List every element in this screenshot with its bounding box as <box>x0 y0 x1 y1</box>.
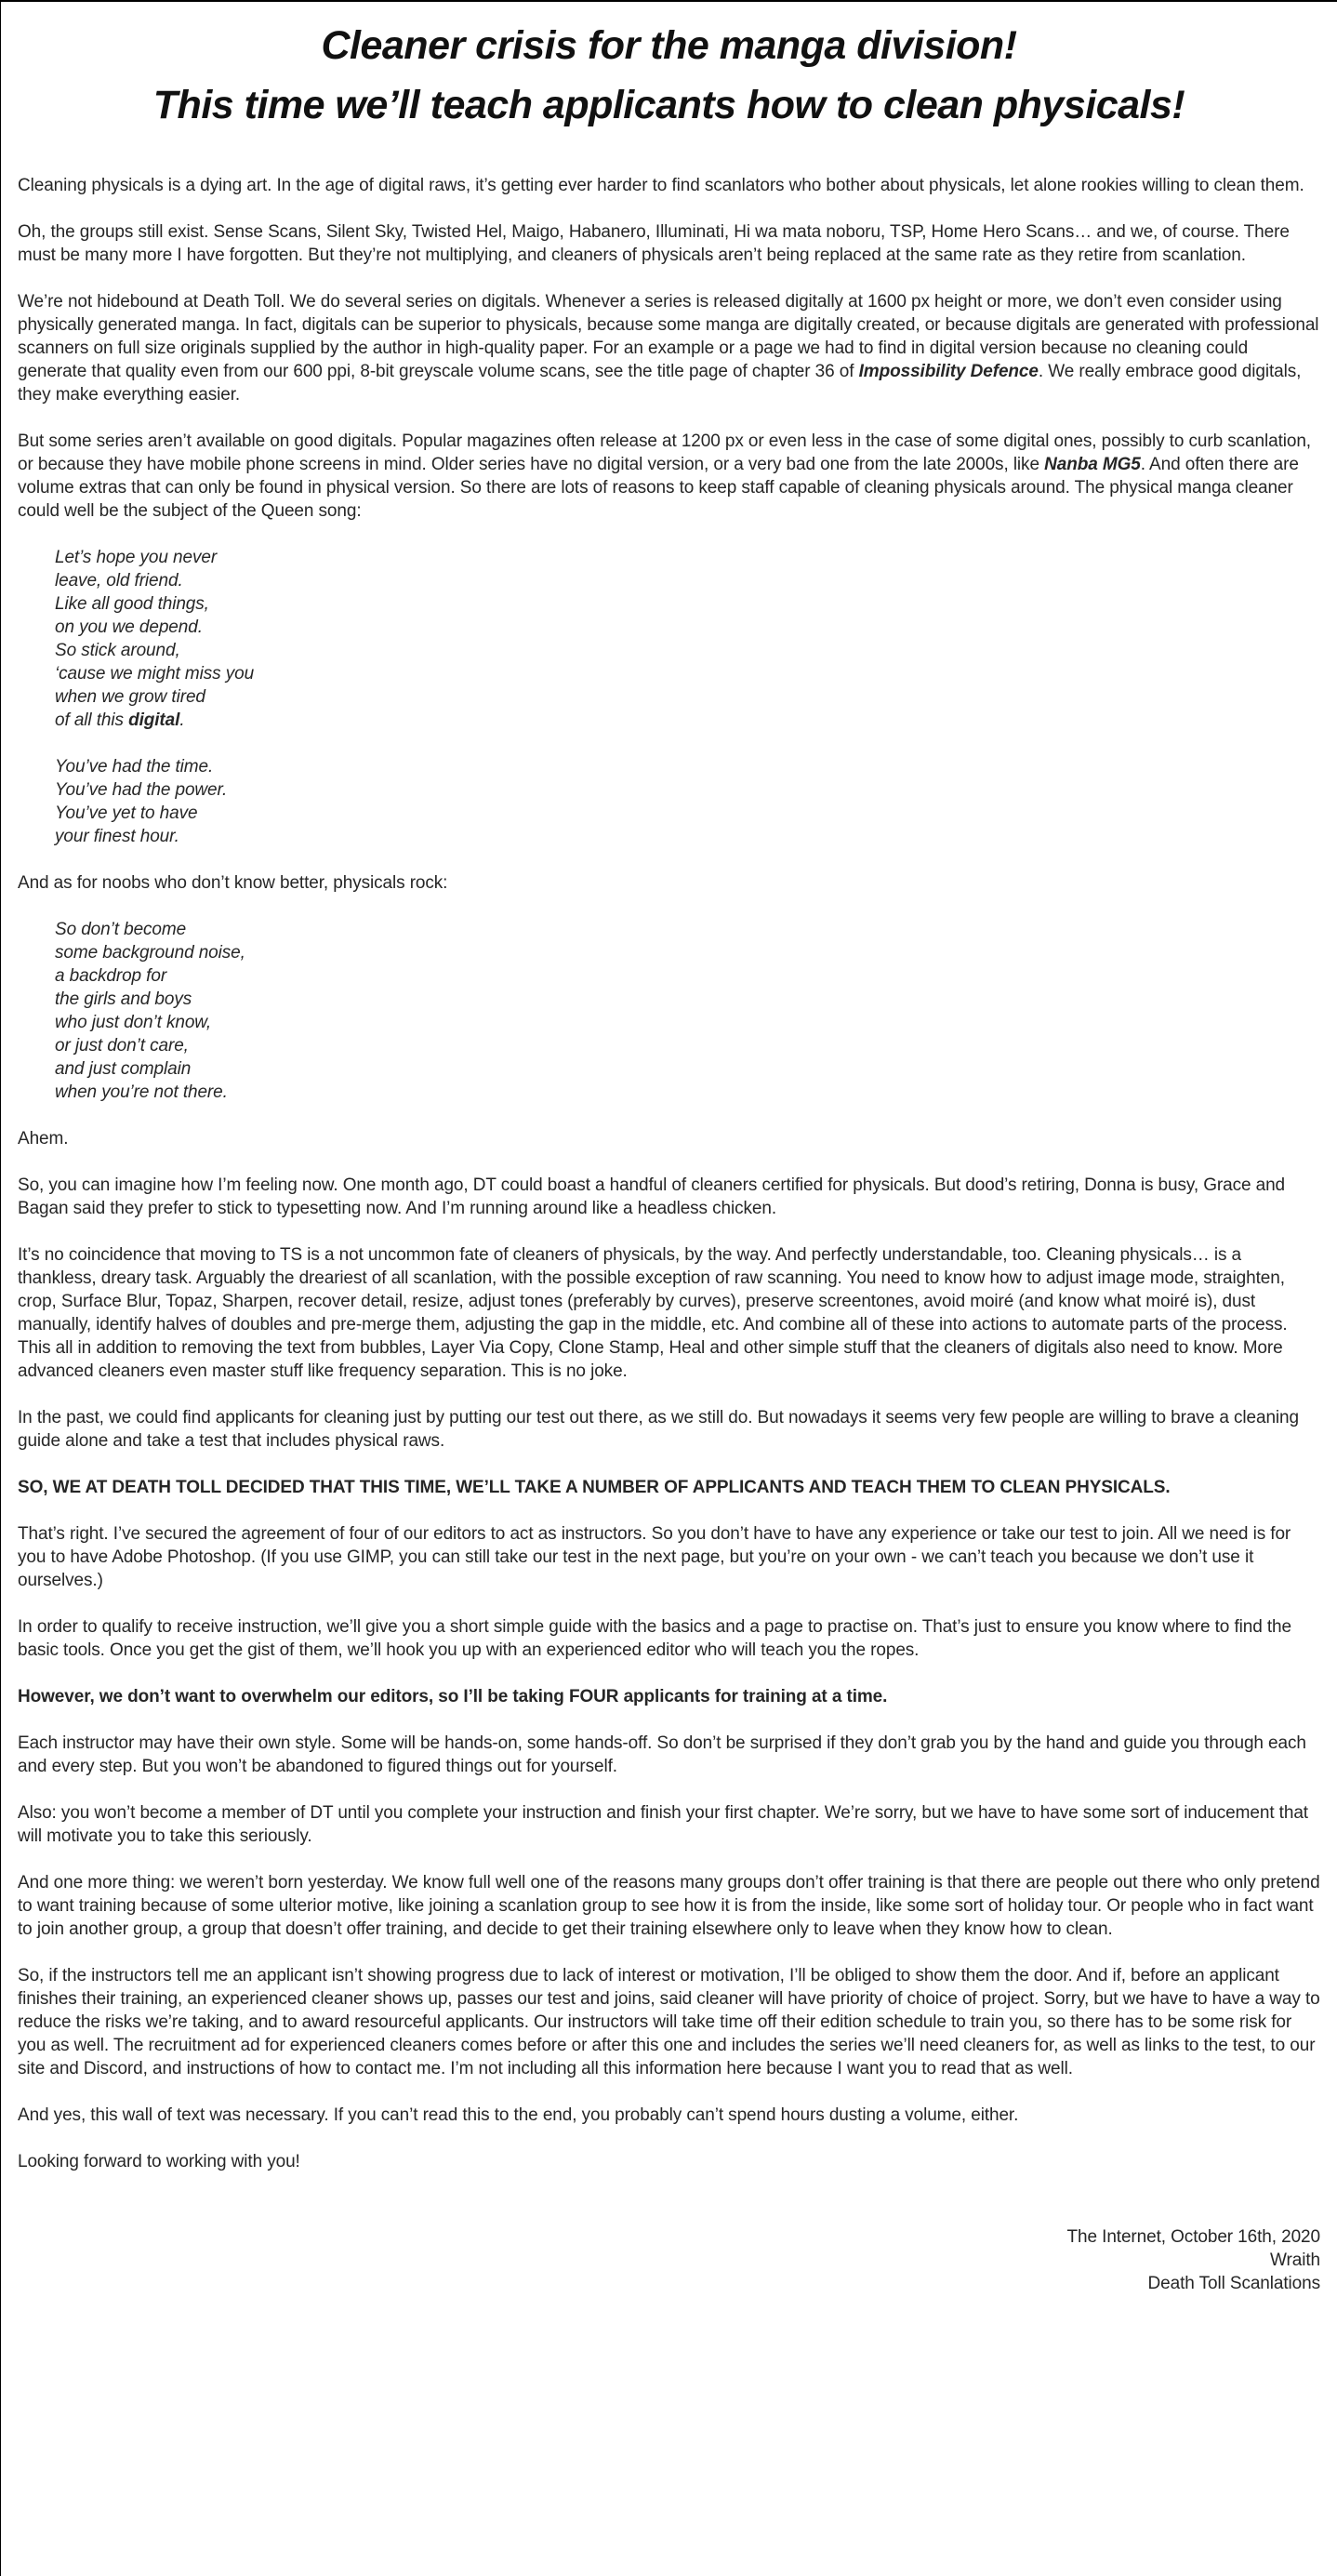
verse-stanza <box>55 918 1320 1104</box>
verse-line <box>55 592 1320 616</box>
paragraph <box>18 430 1320 523</box>
verse-line <box>55 1034 1320 1057</box>
verse-line <box>55 639 1320 662</box>
text-run: So stick around, <box>55 641 180 661</box>
verse-line <box>55 1011 1320 1034</box>
signature-line: Death Toll Scanlations <box>1147 2274 1320 2294</box>
text-run: Each instructor may have their own style. Some will be hands-on, some hands-off. So don’t be surprised if they don’t grab you by the hand and guide you through each and every step. But you won’t be abandoned to figured things out for yourself. <box>18 1733 1306 1777</box>
verse-line <box>55 988 1320 1011</box>
text-run: That’s right. I’ve secured the agreement of four of our editors to act as instructors. So you don’t have to have any experience or take our test to join. All we need is for you to have Adobe Photoshop. (If you use GIMP, you can still take our test in the next page, but you’re on your own - we can’t teach you because we don’t use it ourselves.) <box>18 1524 1291 1591</box>
text-run: However, we don’t want to overwhelm our editors, so I’ll be taking FOUR applicants for training at a time. <box>18 1687 888 1707</box>
verse-line <box>55 778 1320 802</box>
text-run: So, if the instructors tell me an applicant isn’t showing progress due to lack of interest or motivation, I’ll be obliged to show them the door. And if, before an applicant finishes their training, an experienced cleaner shows up, passes our test and joins, said cleaner will have priority of choice of project. Sorry, but we have to have a way to reduce the risks we’re taking, and to award resourceful applicants. Our instructors will take time off their edition schedule to train you, so there has to be some risk for you as well. The recruitment ad for experienced cleaners comes before or after this one and includes the series we’ll need cleaners for, as well as links to the test, to our site and Discord, and instructions of how to contact me. I’m not including all this information here because I want you to read that as well. <box>18 1966 1320 2079</box>
verse-line <box>55 941 1320 964</box>
verse-line <box>55 546 1320 569</box>
text-run: You’ve yet to have <box>55 803 198 824</box>
verse-line <box>55 616 1320 639</box>
paragraph <box>18 1127 1320 1150</box>
verse-line <box>55 825 1320 848</box>
text-run: Oh, the groups still exist. Sense Scans, Silent Sky, Twisted Hel, Maigo, Habanero, Illuminati, Hi wa mata noboru, TSP, Home Hero Scans… and we, of course. There must be many more I have forgotten. But they’re not multiplying, and cleaners of physicals aren’t being replaced at the same rate as they retire from scanlation. <box>18 222 1290 266</box>
signature-line: Wraith <box>1270 2251 1320 2271</box>
text-run: In the past, we could find applicants for cleaning just by putting our test out there, as we still do. But nowadays it seems very few people are willing to brave a cleaning guide alone and take a test that includes physical raws. <box>18 1408 1299 1452</box>
text-run: SO, WE AT DEATH TOLL DECIDED THAT THIS TIME, WE’LL TAKE A NUMBER OF APPLICANTS AND TEACH THEM TO CLEAN PHYSICALS. <box>18 1478 1171 1498</box>
page-title-line-2: This time we’ll teach applicants how to clean physicals! <box>152 82 1185 127</box>
page-title-line-1: Cleaner crisis for the manga division! <box>321 23 1017 68</box>
emphasis-paragraph <box>18 1476 1320 1499</box>
paragraph <box>18 1615 1320 1662</box>
text-run: But some series aren’t available on good digitals. Popular magazines often release at 1200 px or even less in the case of some digital ones, possibly to curb scanlation, or because they have mobile phone screens in mind. Older series have no digital version, or a very bad one from the late 2000s, like <box>18 432 1311 475</box>
paragraph <box>18 871 1320 895</box>
paragraph <box>18 1406 1320 1453</box>
text-run: Impossibility Defence <box>858 362 1039 382</box>
paragraph <box>18 1871 1320 1941</box>
text-run: . And often there are volume extras that can only be found in physical version. So there are lots of reasons to keep staff capable of cleaning physicals around. The physical manga cleaner could well be the subject of the Queen song: <box>18 455 1299 522</box>
text-run: Ahem. <box>18 1129 69 1149</box>
text-run: a backdrop for <box>55 966 167 987</box>
text-run: or just don’t care, <box>55 1036 189 1056</box>
text-run: and just complain <box>55 1059 192 1080</box>
text-run: the girls and boys <box>55 989 192 1010</box>
paragraph <box>18 174 1320 197</box>
verse-line <box>55 964 1320 988</box>
text-run: In order to qualify to receive instruction, we’ll give you a short simple guide with the basics and a page to practise on. That’s just to ensure you know where to find the basic tools. Once you get the gist of them, we’ll hook you up with an experienced editor who will teach you the ropes. <box>18 1617 1291 1661</box>
text-run: Also: you won’t become a member of DT until you complete your instruction and finish your first chapter. We’re sorry, but we have to have some sort of inducement that will motivate you to take this seriously. <box>18 1803 1308 1847</box>
paragraph <box>18 2150 1320 2173</box>
text-run: some background noise, <box>55 943 245 963</box>
verse-line <box>55 802 1320 825</box>
text-run: Looking forward to working with you! <box>18 2152 300 2172</box>
verse-stanza <box>55 755 1320 848</box>
text-run: when we grow tired <box>55 687 205 708</box>
text-run: And yes, this wall of text was necessary. If you can’t read this to the end, you probably can’t spend hours dusting a volume, either. <box>18 2105 1019 2126</box>
paragraph <box>18 1732 1320 1778</box>
text-run: Let’s hope you never <box>55 548 218 568</box>
emphasis-paragraph <box>18 1685 1320 1708</box>
signature <box>18 2225 1320 2295</box>
text-run: digital <box>128 710 180 731</box>
text-run: ‘cause we might miss you <box>55 664 255 684</box>
verse-line <box>55 755 1320 778</box>
page-title <box>18 17 1320 135</box>
page-content <box>1 17 1337 2323</box>
text-run: We’re not hidebound at Death Toll. We do several series on digitals. Whenever a series is released digitally at 1600 px height or more, we don’t even consider using physically generated manga. In fact, digitals can be superior to physicals, because some manga are digitally created, or because digitals are generated with professional scanners on full size originals supplied by the author in high-quality paper. For an example or a page we had to find in digital version because no cleaning could generate that quality even from our 600 ppi, 8-bit greyscale volume scans, see the title page of chapter 36 of <box>18 292 1319 382</box>
text-run: You’ve had the time. <box>55 757 214 777</box>
text-run: Nanba MG5 <box>1044 455 1141 475</box>
text-run: on you we depend. <box>55 617 203 638</box>
text-run: who just don’t know, <box>55 1013 212 1033</box>
text-run: leave, old friend. <box>55 571 183 591</box>
text-run: when you’re not there. <box>55 1082 228 1103</box>
text-run: So, you can imagine how I’m feeling now. One month ago, DT could boast a handful of cleaners certified for physicals. But dood’s retiring, Donna is busy, Grace and Bagan said they prefer to stick to typesetting now. And I’m running around like a headless chicken. <box>18 1175 1286 1219</box>
text-run: of all this <box>55 710 129 731</box>
paragraph <box>18 1801 1320 1848</box>
document-body <box>18 174 1320 2295</box>
verse-line <box>55 1057 1320 1081</box>
signature-line: The Internet, October 16th, 2020 <box>1066 2227 1320 2248</box>
verse-line <box>55 662 1320 685</box>
text-run: your finest hour. <box>55 827 179 847</box>
text-run: And as for noobs who don’t know better, physicals rock: <box>18 873 448 894</box>
verse-stanza <box>55 546 1320 732</box>
paragraph <box>18 1964 1320 2080</box>
verse-line <box>55 569 1320 592</box>
verse-line <box>55 918 1320 941</box>
text-run: So don’t become <box>55 920 187 940</box>
text-run: It’s no coincidence that moving to TS is a not uncommon fate of cleaners of physicals, by the way. And perfectly understandable, too. Cleaning physicals… is a thankless, dreary task. Arguably the dreariest of all scanlation, with the possible exception of raw scanning. You need to know how to adjust image mode, straighten, crop, Surface Blur, Topaz, Sharpen, recover detail, resize, adjust tones (preferably by curves), preserve screentones, avoid moiré (and know what moiré is), dust manually, identify halves of doubles and pre-merge them, adjusting the gap in the middle, etc. And combine all of these into actions to automate parts of the process. This all in addition to removing the text from bubbles, Layer Via Copy, Clone Stamp, Heal and other simple stuff that the cleaners of digitals also need to know. More advanced cleaners even master stuff like frequency separation. This is no joke. <box>18 1245 1288 1382</box>
text-run: . <box>179 710 185 731</box>
paragraph <box>18 2104 1320 2127</box>
paragraph <box>18 1243 1320 1383</box>
text-run: And one more thing: we weren’t born yesterday. We know full well one of the reasons many groups don’t offer training is that there are people out there who only pretend to want training because of some ulterior motive, like joining a scanlation group to see how it is from the inside, like some sort of holiday tour. Or people who in fact want to join another group, a group that doesn’t offer training, and decide to get their training elsewhere only to leave when they know how to clean. <box>18 1873 1320 1940</box>
paragraph <box>18 1174 1320 1220</box>
paragraph <box>18 220 1320 267</box>
paragraph <box>18 1522 1320 1592</box>
text-run: Like all good things, <box>55 594 209 615</box>
verse-line <box>55 709 1320 732</box>
text-run: Cleaning physicals is a dying art. In the age of digital raws, it’s getting ever harder to find scanlators who bother about physicals, let alone rookies willing to clean them. <box>18 176 1304 196</box>
text-run: You’ve had the power. <box>55 780 228 801</box>
text-run: . We really embrace good digitals, they make everything easier. <box>18 362 1302 405</box>
paragraph <box>18 290 1320 406</box>
verse-line <box>55 685 1320 709</box>
verse-line <box>55 1081 1320 1104</box>
